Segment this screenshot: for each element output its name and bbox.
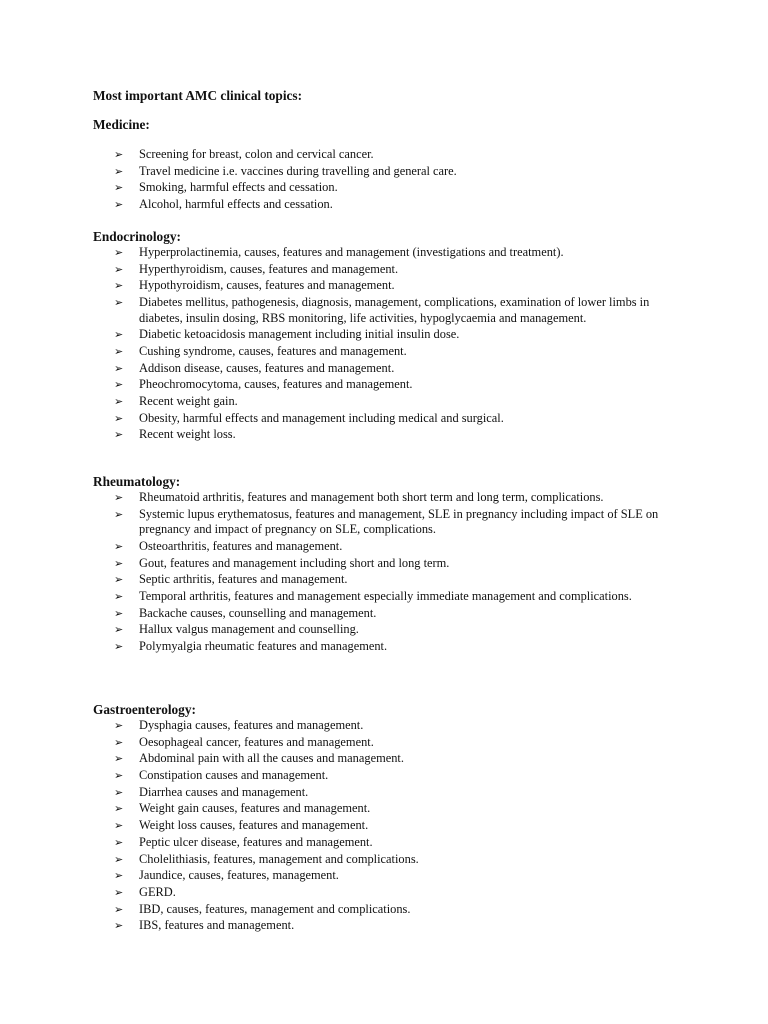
list-item-text: Alcohol, harmful effects and cessation. (139, 197, 333, 212)
arrow-bullet-icon: ➢ (114, 819, 124, 833)
list-item (93, 902, 681, 918)
arrow-bullet-icon: ➢ (114, 852, 124, 866)
list-item (93, 751, 681, 767)
list-item-text: Rheumatoid arthritis, features and management both short term and long term, complications. (139, 490, 604, 504)
arrow-bullet-icon: ➢ (114, 752, 124, 766)
list-item-text: Weight gain causes, features and management. (139, 801, 371, 816)
arrow-bullet-icon: ➢ (114, 835, 124, 849)
item-list (93, 245, 693, 443)
item-list (93, 147, 693, 213)
section-heading: Gastroenterology: (93, 702, 196, 717)
list-item-text: Addison disease, causes, features and management. (139, 360, 395, 375)
arrow-bullet-icon: ➢ (114, 328, 124, 342)
list-item-text: Screening for breast, colon and cervical cancer. (139, 147, 374, 161)
list-item (93, 164, 681, 180)
list-item (93, 262, 681, 278)
list-item-text: Temporal arthritis, features and management especially immediate management and complications. (139, 589, 632, 604)
arrow-bullet-icon: ➢ (114, 902, 124, 916)
section-endocrinology (93, 229, 693, 444)
list-item-text: Recent weight gain. (139, 394, 238, 409)
arrow-bullet-icon: ➢ (114, 507, 124, 521)
list-item (93, 411, 681, 427)
item-list (93, 490, 693, 655)
list-item-text: Abdominal pain with all the causes and management. (139, 751, 404, 766)
list-item-text: Hyperthyroidism, causes, features and management. (139, 261, 399, 276)
arrow-bullet-icon: ➢ (114, 345, 124, 359)
list-item-text: Weight loss causes, features and management. (139, 818, 369, 833)
list-item-text: Travel medicine i.e. vaccines during travelling and general care. (139, 163, 457, 178)
arrow-bullet-icon: ➢ (114, 428, 124, 442)
arrow-bullet-icon: ➢ (114, 378, 124, 392)
list-item (93, 539, 681, 555)
list-item-text: Obesity, harmful effects and management including medical and surgical. (139, 410, 504, 425)
list-item-text: Polymyalgia rheumatic features and management. (139, 639, 388, 654)
list-item (93, 180, 681, 196)
section-heading: Endocrinology: (93, 229, 181, 244)
item-list (93, 718, 693, 934)
list-item-text: GERD. (139, 884, 176, 899)
section-rheumatology (93, 474, 693, 656)
list-item-text: Oesophageal cancer, features and management. (139, 734, 374, 749)
list-item (93, 490, 681, 506)
list-item-text: IBS, features and management. (139, 918, 295, 933)
list-item-text: Diarrhea causes and management. (139, 784, 309, 799)
list-item (93, 377, 681, 393)
list-item (93, 801, 681, 817)
list-item (93, 427, 681, 443)
section-medicine (93, 117, 693, 214)
arrow-bullet-icon: ➢ (114, 556, 124, 570)
arrow-bullet-icon: ➢ (114, 395, 124, 409)
arrow-bullet-icon: ➢ (114, 181, 124, 195)
arrow-bullet-icon: ➢ (114, 198, 124, 212)
list-item-text: Septic arthritis, features and management. (139, 572, 348, 587)
list-item-text: Jaundice, causes, features, management. (139, 868, 339, 883)
list-item (93, 868, 681, 884)
list-item-text: Hypothyroidism, causes, features and management. (139, 278, 395, 293)
arrow-bullet-icon: ➢ (114, 606, 124, 620)
list-item (93, 361, 681, 377)
list-item (93, 147, 681, 163)
list-item-text: Peptic ulcer disease, features and management. (139, 834, 373, 849)
arrow-bullet-icon: ➢ (114, 590, 124, 604)
list-item-text: Backache causes, counselling and management. (139, 605, 377, 620)
arrow-bullet-icon: ➢ (114, 919, 124, 933)
arrow-bullet-icon: ➢ (114, 719, 124, 732)
list-item (93, 394, 681, 410)
arrow-bullet-icon: ➢ (114, 735, 124, 749)
list-item (93, 735, 681, 751)
list-item-text: Systemic lupus erythematosus, features and management, SLE in pregnancy including impact of SLE on pregnancy and impact of pregnancy on SLE, complications. (139, 506, 659, 537)
arrow-bullet-icon: ➢ (114, 148, 124, 161)
arrow-bullet-icon: ➢ (114, 802, 124, 816)
arrow-bullet-icon: ➢ (114, 164, 124, 178)
list-item (93, 197, 681, 213)
list-item (93, 918, 681, 934)
list-item-text: Hallux valgus management and counselling. (139, 622, 359, 637)
list-item-text: IBD, causes, features, management and complications. (139, 901, 411, 916)
arrow-bullet-icon: ➢ (114, 785, 124, 799)
list-item (93, 622, 681, 638)
list-item (93, 507, 681, 538)
list-item-text: Dysphagia causes, features and management. (139, 718, 364, 732)
list-item (93, 639, 681, 655)
list-item (93, 572, 681, 588)
list-item (93, 327, 681, 343)
list-item (93, 718, 681, 734)
list-item (93, 885, 681, 901)
list-item-text: Osteoarthritis, features and management. (139, 538, 343, 553)
document-title: Most important AMC clinical topics: (93, 88, 303, 103)
section-heading: Rheumatology: (93, 474, 181, 489)
list-item (93, 818, 681, 834)
list-item (93, 556, 681, 572)
list-item (93, 245, 681, 261)
list-item-text: Cholelithiasis, features, management and complications. (139, 851, 419, 866)
list-item-text: Pheochromocytoma, causes, features and management. (139, 377, 413, 392)
list-item-text: Constipation causes and management. (139, 768, 329, 783)
arrow-bullet-icon: ➢ (114, 361, 124, 375)
list-item (93, 768, 681, 784)
arrow-bullet-icon: ➢ (114, 623, 124, 637)
list-item (93, 835, 681, 851)
list-item (93, 852, 681, 868)
section-heading: Medicine: (93, 117, 150, 132)
list-item-text: Recent weight loss. (139, 427, 236, 442)
list-item (93, 344, 681, 360)
arrow-bullet-icon: ➢ (114, 262, 124, 276)
arrow-bullet-icon: ➢ (114, 296, 124, 310)
arrow-bullet-icon: ➢ (114, 640, 124, 654)
list-item (93, 278, 681, 294)
list-item-text: Diabetes mellitus, pathogenesis, diagnosis, management, complications, examination of lower limbs in diabetes, insulin dosing, RBS monitoring, life activities, hypoglycaemia and management. (139, 295, 650, 325)
list-item (93, 589, 681, 605)
arrow-bullet-icon: ➢ (114, 539, 124, 553)
list-item (93, 785, 681, 801)
list-item (93, 295, 681, 326)
list-item-text: Cushing syndrome, causes, features and management. (139, 344, 407, 359)
list-item-text: Hyperprolactinemia, causes, features and management (investigations and treatment). (139, 245, 564, 259)
section-gastroenterology (93, 702, 693, 935)
arrow-bullet-icon: ➢ (114, 246, 124, 259)
list-item-text: Diabetic ketoacidosis management including initial insulin dose. (139, 327, 460, 342)
arrow-bullet-icon: ➢ (114, 769, 124, 783)
arrow-bullet-icon: ➢ (114, 573, 124, 587)
arrow-bullet-icon: ➢ (114, 411, 124, 425)
list-item (93, 606, 681, 622)
arrow-bullet-icon: ➢ (114, 885, 124, 899)
arrow-bullet-icon: ➢ (114, 869, 124, 883)
list-item-text: Gout, features and management including short and long term. (139, 555, 450, 570)
arrow-bullet-icon: ➢ (114, 491, 124, 504)
arrow-bullet-icon: ➢ (114, 279, 124, 293)
list-item-text: Smoking, harmful effects and cessation. (139, 180, 338, 195)
